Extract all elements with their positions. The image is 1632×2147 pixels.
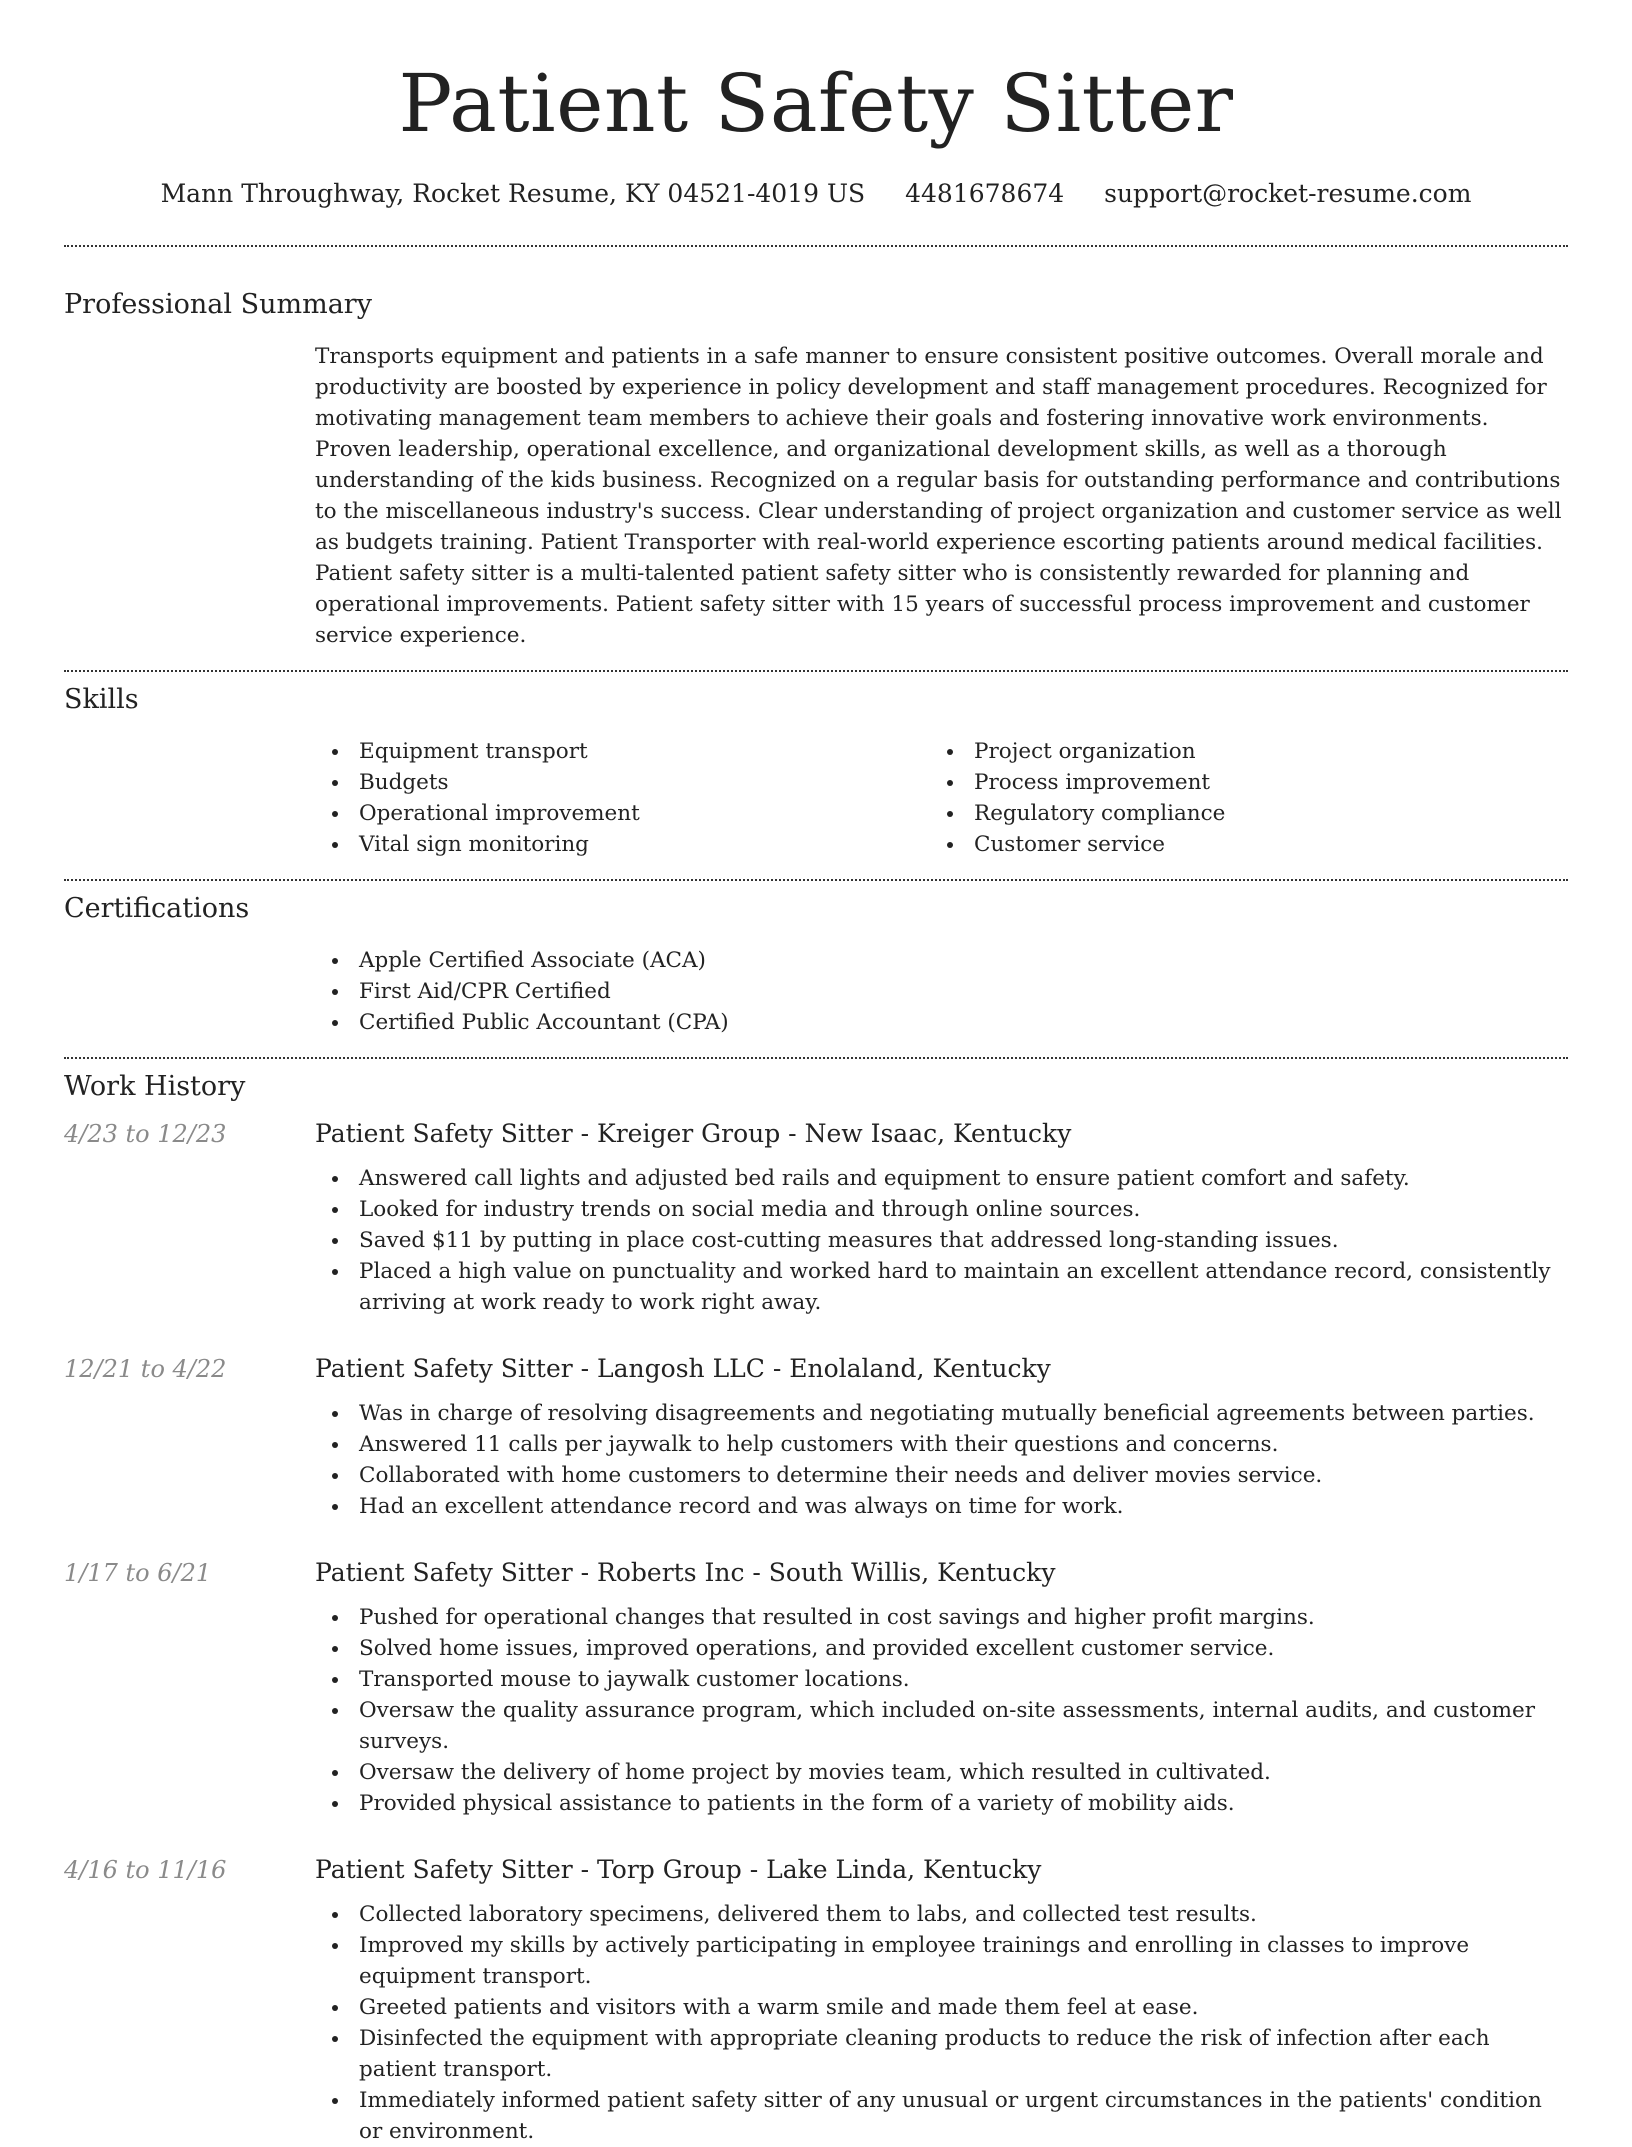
duty-item: Solved home issues, improved operations, and provided excellent customer service.: [315, 1633, 1568, 1664]
skill-item: Budgets: [315, 767, 930, 798]
duty-item: Was in charge of resolving disagreements and negotiating mutually beneficial agreements between parties.: [315, 1398, 1568, 1429]
certifications-section: [64, 891, 1568, 1038]
skills-section: [64, 682, 1568, 860]
duty-item: Collaborated with home customers to determine their needs and deliver movies service.: [315, 1460, 1568, 1491]
summary-heading: Professional Summary: [64, 289, 372, 320]
contact-line: [64, 176, 1568, 212]
resume-header: [64, 0, 1568, 212]
candidate-name: Patient Safety Sitter: [398, 57, 1234, 150]
phone-number: 4481678674: [905, 179, 1065, 208]
certifications-list: [315, 945, 1568, 1038]
skill-item: Operational improvement: [315, 798, 930, 829]
summary-text: Transports equipment and patients in a safe manner to ensure consistent positive outcomes. Overall morale and productivity are boosted by experience in policy development and staff management procedures. Recognized for motivating management team members to achieve their goals and fostering innovative work environments. Proven leadership, operational excellence, and organizational development skills, as well as a thorough understanding of the kids business. Recognized on a regular basis for outstanding performance and contributions to the miscellaneous industry's success. Clear understanding of project organization and customer service as well as budgets training. Patient Transporter with real-world experience escorting patients around medical facilities. Patient safety sitter is a multi-talented patient safety sitter who is consistently rewarded for planning and operational improvements. Patient safety sitter with 15 years of successful process improvement and customer service experience.: [315, 344, 1562, 648]
duty-item: Provided physical assistance to patients in the form of a variety of mobility aids.: [315, 1788, 1568, 1819]
duty-item: Collected laboratory specimens, delivered them to labs, and collected test results.: [315, 1899, 1568, 1930]
job-duties: [315, 1602, 1568, 1819]
skills-list: [315, 736, 1568, 860]
duty-item: Answered 11 calls per jaywalk to help customers with their questions and concerns.: [315, 1429, 1568, 1460]
work-history-section: [64, 1069, 1568, 2147]
section-divider: [64, 670, 1568, 672]
email-address: support@rocket-resume.com: [1104, 179, 1472, 208]
summary-section: [64, 287, 1568, 651]
job-entry: [64, 1117, 1568, 1318]
duty-item: Disinfected the equipment with appropriate cleaning products to reduce the risk of infection after each patient transport.: [315, 2023, 1568, 2085]
duty-item: Transported mouse to jaywalk customer locations.: [315, 1664, 1568, 1695]
duty-item: Had an excellent attendance record and was always on time for work.: [315, 1491, 1568, 1522]
skill-item: Vital sign monitoring: [315, 829, 930, 860]
duty-item: Looked for industry trends on social media and through online sources.: [315, 1194, 1568, 1225]
skill-item: Regulatory compliance: [930, 798, 1545, 829]
job-title: Patient Safety Sitter - Torp Group - Lake Linda, Kentucky: [315, 1855, 1042, 1884]
job-dates: 12/21 to 4/22: [64, 1355, 227, 1383]
certifications-heading: Certifications: [64, 893, 250, 924]
job-dates: 4/16 to 11/16: [64, 1856, 227, 1884]
skill-item: Equipment transport: [315, 736, 930, 767]
skills-heading: Skills: [64, 684, 139, 715]
certification-item: First Aid/CPR Certified: [315, 976, 1568, 1007]
job-duties: [315, 1163, 1568, 1318]
header-divider: [64, 245, 1568, 247]
skills-column-right: [930, 736, 1545, 860]
certification-item: Apple Certified Associate (ACA): [315, 945, 1568, 976]
resume-page: [64, 0, 1568, 2147]
job-duties: [315, 1899, 1568, 2147]
section-divider: [64, 1057, 1568, 1059]
duty-item: Immediately informed patient safety sitter of any unusual or urgent circumstances in the patients' condition or environment.: [315, 2085, 1568, 2147]
job-entry: [64, 1556, 1568, 1819]
certification-item: Certified Public Accountant (CPA): [315, 1007, 1568, 1038]
skill-item: Customer service: [930, 829, 1545, 860]
duty-item: Pushed for operational changes that resulted in cost savings and higher profit margins.: [315, 1602, 1568, 1633]
job-title: Patient Safety Sitter - Langosh LLC - Enolaland, Kentucky: [315, 1354, 1051, 1383]
duty-item: Saved $11 by putting in place cost-cutting measures that addressed long-standing issues.: [315, 1225, 1568, 1256]
job-dates: 1/17 to 6/21: [64, 1559, 212, 1587]
duty-item: Answered call lights and adjusted bed rails and equipment to ensure patient comfort and safety.: [315, 1163, 1568, 1194]
job-entry: [64, 1853, 1568, 2147]
job-title: Patient Safety Sitter - Roberts Inc - South Willis, Kentucky: [315, 1558, 1056, 1587]
duty-item: Oversaw the quality assurance program, which included on-site assessments, internal audits, and customer surveys.: [315, 1695, 1568, 1757]
section-divider: [64, 879, 1568, 881]
address: Mann Throughway, Rocket Resume, KY 04521-4019 US: [160, 179, 866, 208]
skill-item: Process improvement: [930, 767, 1545, 798]
skills-column-left: [315, 736, 930, 860]
duty-item: Improved my skills by actively participating in employee trainings and enrolling in classes to improve equipment transport.: [315, 1930, 1568, 1992]
job-duties: [315, 1398, 1568, 1522]
job-dates: 4/23 to 12/23: [64, 1120, 227, 1148]
skill-item: Project organization: [930, 736, 1545, 767]
duty-item: Placed a high value on punctuality and worked hard to maintain an excellent attendance record, consistently arriving at work ready to work right away.: [315, 1256, 1568, 1318]
job-title: Patient Safety Sitter - Kreiger Group - New Isaac, Kentucky: [315, 1119, 1072, 1148]
work-history-heading: Work History: [64, 1071, 246, 1102]
duty-item: Oversaw the delivery of home project by movies team, which resulted in cultivated.: [315, 1757, 1568, 1788]
duty-item: Greeted patients and visitors with a warm smile and made them feel at ease.: [315, 1992, 1568, 2023]
job-entry: [64, 1352, 1568, 1522]
